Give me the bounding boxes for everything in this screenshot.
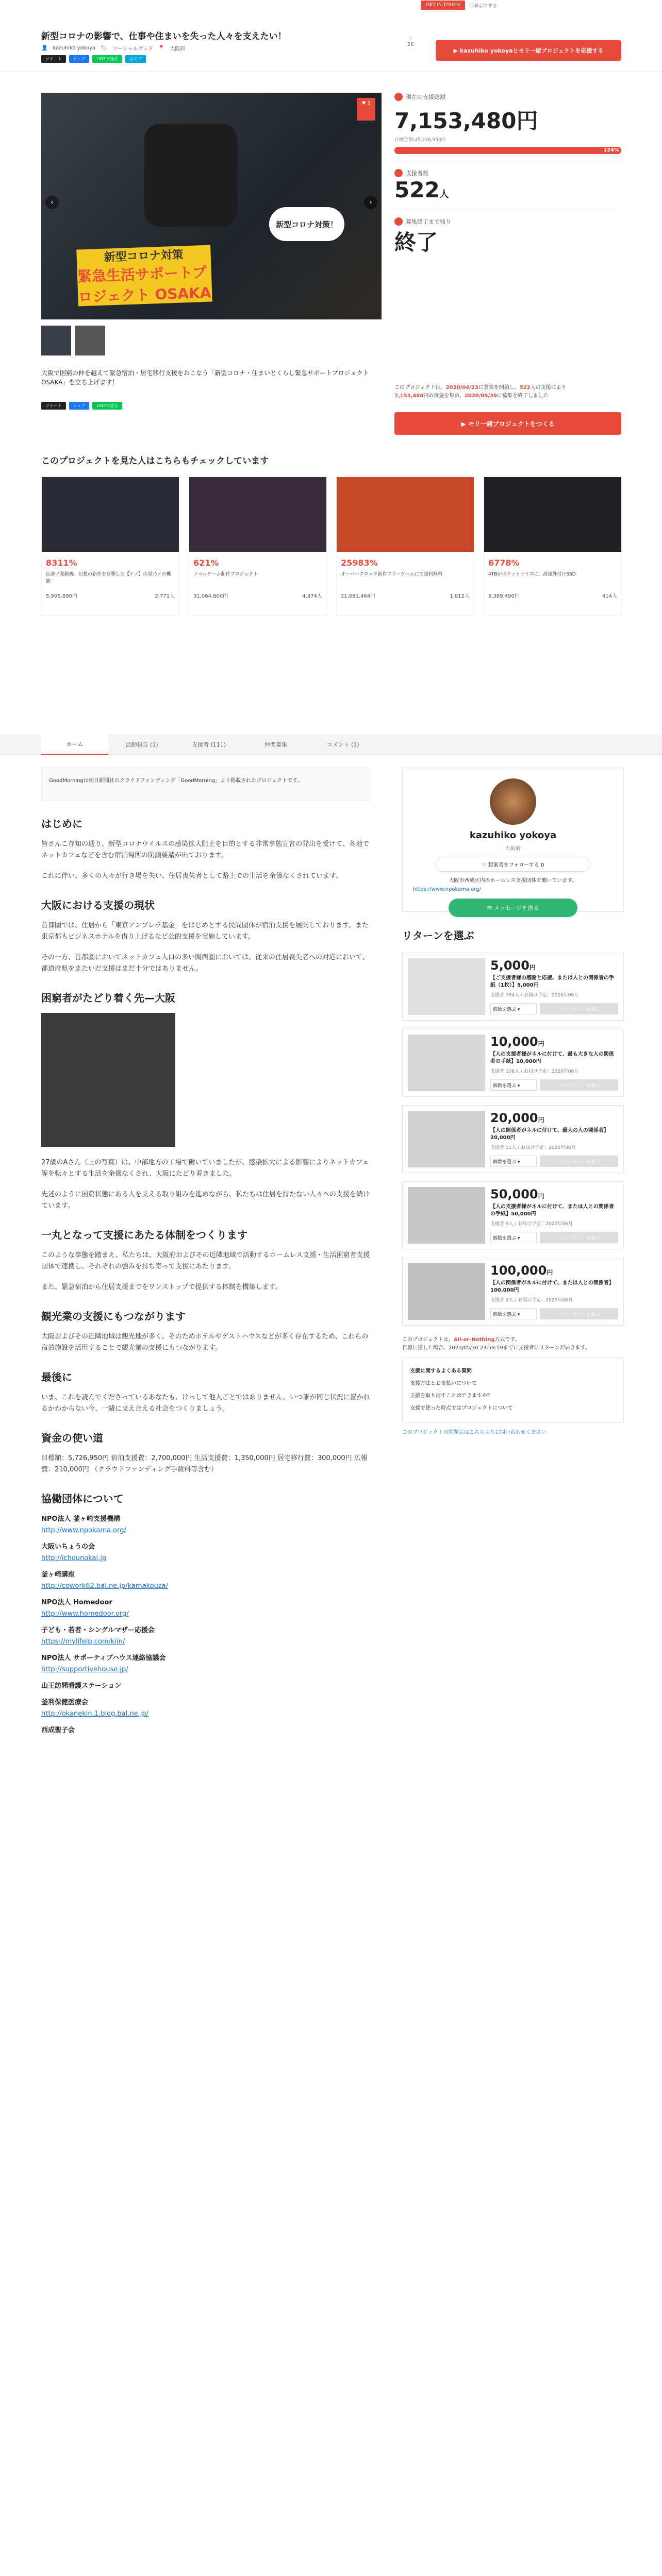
- faq-list: [402, 1358, 624, 1422]
- return-title: 【人の支援者様がネルに付けて、最も大きな人の関係者の手紙】10,000円: [490, 1052, 614, 1064]
- card-title: 伝説ノ発動機：幻想の新作を目撃した【ナノ】の星乃ノの機能: [46, 572, 171, 584]
- top-notice-bar: [0, 0, 662, 10]
- owner-card: [402, 768, 624, 912]
- backers-label: 支援者数: [394, 169, 621, 177]
- paragraph: いま、これを読んでくださっているあなたも、けっして他人ごとではありません。いつ誰が同じ状況に置かれるかわからない今、一緒に支え合える社会をつくりましょう。: [41, 1394, 370, 1413]
- location-link[interactable]: 大阪府: [170, 46, 186, 52]
- paragraph: 先述のように困窮状態にある人を支える取り組みを進めながら、私たちは住居を持たない人々への支援を続けています。: [41, 1191, 370, 1210]
- return-item: [402, 1029, 624, 1097]
- remaining-label: 募集終了まで残り: [394, 217, 621, 226]
- card-title: 4TBがポケットサイズに、高速外付けSSD: [488, 572, 576, 577]
- org-link[interactable]: http://www.npokama.org/: [41, 1527, 126, 1534]
- return-image: [408, 958, 485, 1015]
- tab-recruit[interactable]: 仲間募集: [264, 741, 287, 748]
- facebook-share-button[interactable]: シェア: [69, 402, 90, 410]
- hide-notice-link[interactable]: 非表示にする: [469, 3, 497, 9]
- quantity-select[interactable]: 個数を選ぶ ▾: [490, 1079, 537, 1091]
- card-amount: 21,681,464円: [341, 594, 376, 599]
- related-heading: このプロジェクトを見た人はこちらもチェックしています: [41, 456, 269, 466]
- faq-item[interactable]: 支援で使った時点ではプロジェクトについて: [410, 1405, 513, 1411]
- return-item: [402, 1181, 624, 1249]
- progress-fill: [394, 147, 621, 154]
- return-title: 【人の関係者がネルに付けて、最大の人の関係者】20,000円: [490, 1128, 609, 1141]
- project-tabs-bar: [0, 734, 662, 755]
- funding-stats: [394, 93, 621, 257]
- thumbnail[interactable]: [75, 326, 105, 355]
- card-percent: 8311%: [46, 558, 77, 568]
- heart-icon: ♡: [408, 36, 413, 42]
- return-title: 【人の関係者がネルに付けて、または人との関係者】100,000円: [490, 1280, 614, 1293]
- owner-website-link[interactable]: https://www.npokama.org/: [413, 887, 482, 892]
- return-meta: 支援者 106人 / お届け予定：2020年06月: [490, 1069, 579, 1074]
- related-project-card[interactable]: [336, 477, 474, 616]
- paragraph: これに伴い、多くの人々が行き場を失い、住居喪失者として路上での生活を余儀なくされています。: [41, 872, 342, 880]
- card-title: オーバークロック新作フリーゲームにて送料無料: [341, 572, 443, 577]
- quantity-select[interactable]: 個数を選ぶ ▾: [490, 1156, 537, 1167]
- tab-comments[interactable]: コメント (1): [326, 741, 359, 748]
- paragraph: 27歳のAさん（上の写真）は、中部地方の工場で働いていましたが、感染拡大による影響によりネットカフェ等を転々とする生活を余儀なくされ、大阪にたどり着きました。: [41, 1159, 369, 1178]
- org-name: 大阪いちょうの会: [41, 1543, 95, 1551]
- progress-bar: [394, 147, 621, 154]
- paragraph: 首都圏では、住居から「東京アンブレラ基金」をはじめとする民間団体が宿泊支援を展開しております。また東京都もビジネスホテルを借り上げるなど公的支援を実施しています。: [41, 922, 369, 941]
- favorite-counter[interactable]: [407, 36, 414, 47]
- project-title: 新型コロナの影響で、仕事や住まいを失った人々を支えたい！: [41, 31, 287, 42]
- backers-count: 522人: [394, 177, 449, 202]
- owner-location: 大阪府: [505, 846, 521, 852]
- related-project-card[interactable]: [189, 477, 327, 616]
- tag-icon: 🏷: [101, 45, 107, 51]
- related-project-card[interactable]: [484, 477, 622, 616]
- return-price: 10,000円: [490, 1035, 544, 1049]
- org-link[interactable]: http://ichounokai.jp: [41, 1554, 107, 1562]
- return-meta: 支援者 2人 / お届け予定：2020年06月: [490, 1298, 573, 1303]
- goal-amount: 目標金額は5,726,950円: [394, 138, 446, 143]
- return-price: 5,000円: [490, 958, 536, 973]
- card-backers: 1,812人: [450, 594, 470, 599]
- section-heading: はじめに: [41, 818, 82, 830]
- org-link[interactable]: http://okanekin.1.blog.bal.ne.jp/: [41, 1710, 148, 1718]
- report-problem-link[interactable]: このプロジェクトの問題点はこちらよりお問い合わせください: [402, 1430, 547, 1435]
- select-return-button[interactable]: このリターンを選ぶ: [540, 1308, 618, 1319]
- location-pin-icon: 📍: [158, 45, 165, 51]
- paragraph: その一方、首都圏においてネットカフェ人口の多い関西圏においては、従来の住居喪失者への対応において、都道府県をまたいだ支援はまだ十分ではありません。: [41, 954, 369, 973]
- owner-name[interactable]: kazuhiko yokoya: [469, 830, 557, 841]
- card-percent: 621%: [193, 558, 219, 568]
- amount-label: 現在の支援総額: [394, 93, 621, 101]
- faq-heading: 支援に関するよくある質問: [410, 1368, 472, 1374]
- card-image: [484, 477, 621, 552]
- article-photo: [41, 1013, 175, 1147]
- org-link[interactable]: http://www.homedoor.org/: [41, 1610, 129, 1618]
- org-list: [41, 1514, 371, 1736]
- faq-item[interactable]: 支援方法とお支払いについて: [410, 1381, 477, 1386]
- card-amount: 31,064,800円: [193, 594, 228, 599]
- hero-sign-line2: 緊急生活サポートプロジェクト OSAKA: [77, 263, 211, 306]
- org-name: 釜ヶ崎講座: [41, 1571, 75, 1579]
- project-period-info: このプロジェクトは、2020/04/23に募集を開始し、522人の支援により 7,153,480円の資金を集め、2020/05/30に募集を終了しました: [394, 385, 567, 399]
- quantity-select[interactable]: 個数を選ぶ ▾: [490, 1308, 537, 1319]
- select-return-button[interactable]: このリターンを選ぶ: [540, 1079, 618, 1091]
- hero-favorite-badge[interactable]: ♥ 2: [357, 98, 375, 121]
- paragraph: また、緊急宿泊から住居支援までをワンストップで提供する体制を構築します。: [41, 1283, 282, 1291]
- select-return-button[interactable]: このリターンを選ぶ: [540, 1156, 618, 1167]
- faq-item[interactable]: 支援を取り消すことはできますか？: [410, 1393, 492, 1399]
- goodmorning-banner: GoodMorningは朝日新聞社のクラウドファンディング「GoodMorning」より掲載されたプロジェクトです。: [41, 768, 371, 801]
- money-icon: [394, 93, 403, 101]
- favorite-count: 26: [407, 42, 414, 47]
- section-heading: 観光業の支援にもつながります: [41, 1310, 186, 1323]
- quantity-select[interactable]: 個数を選ぶ ▾: [490, 1232, 537, 1243]
- project-header: [0, 10, 662, 72]
- hero-speech-bubble: 新型コロナ対策！: [268, 206, 345, 242]
- get-in-touch-button[interactable]: GET IN TOUCH: [421, 1, 465, 10]
- section-heading: 資金の使い道: [41, 1432, 103, 1444]
- org-name: 西成聖子会: [41, 1726, 75, 1734]
- org-name: 釜利保健医療会: [41, 1699, 89, 1706]
- carousel-next-icon[interactable]: ›: [364, 196, 377, 209]
- project-summary: 大阪で困窮の仲を越えて緊急宿泊・居宅移行支援をおこなう「新型コロナ・住まいとくらし緊急サポートプロジェクトOSAKA」を立ち上げます！: [41, 369, 369, 386]
- card-backers: 2,771人: [155, 594, 175, 599]
- category-link[interactable]: ソーシャルグッド: [112, 46, 153, 52]
- clock-icon: [394, 217, 403, 226]
- paragraph: 皆さんこ存知の通り、新型コロナウイルスの感染拡大阻止を目的とする非常事態宣言の発出を受けて、各地でネットカフェなどを含む宿泊場所の閉鎖要請が出ております。: [41, 840, 369, 859]
- card-image: [42, 477, 179, 552]
- related-projects: [41, 453, 624, 616]
- select-return-button[interactable]: このリターンを選ぶ: [540, 1003, 618, 1014]
- line-share-button[interactable]: LINEで送る: [92, 55, 122, 63]
- card-percent: 6778%: [488, 558, 520, 568]
- hatena-bookmark-button[interactable]: はてブ: [125, 55, 146, 63]
- section-heading: 一丸となって支援にあたる体制をつくります: [41, 1229, 247, 1241]
- hero-person-figure: [144, 124, 237, 227]
- org-link[interactable]: https://mylifelp.com/kiin/: [41, 1638, 125, 1646]
- return-meta: 支援者 394人 / お届け予定：2020年06月: [490, 993, 579, 998]
- project-article: [41, 768, 371, 1736]
- return-image: [408, 1111, 485, 1167]
- return-title: 【ご支援者様の感謝と応援、または人との関係者の手紙（1枚）】5,000円: [490, 975, 614, 988]
- line-share-button[interactable]: LINEで送る: [92, 402, 122, 410]
- funding-method-info: このプロジェクトは、All-or-Nothing方式です。 目標に達した場合、2020/05/30 23:59:59までに支援者にリターンが届きます。: [402, 1337, 590, 1351]
- org-link[interactable]: http://cowork62.bal.ne.jp/kamakouza/: [41, 1582, 168, 1590]
- tab-home[interactable]: ホーム: [41, 734, 108, 755]
- return-item: [402, 1105, 624, 1173]
- return-price: 50,000円: [490, 1187, 544, 1201]
- return-item: [402, 1258, 624, 1326]
- card-image: [189, 477, 326, 552]
- return-price: 100,000円: [490, 1263, 553, 1278]
- tab-activity[interactable]: 活動報告 (1): [125, 741, 158, 748]
- amount-value: 7,153,480円: [394, 108, 538, 133]
- paragraph: このような事態を踏まえ、私たちは、大阪府およびその近隣地域で活動するホームレス支援・生活困窮者支援団体で連携し、それぞれの強みを持ち寄って支援にあたります。: [41, 1251, 370, 1270]
- org-link[interactable]: http://supportivehouse.jp/: [41, 1666, 128, 1673]
- sidebar: [402, 768, 624, 1435]
- card-backers: 4,874人: [302, 594, 322, 599]
- hero-image: [41, 93, 382, 319]
- org-name: NPO法人 サポーティブハウス連絡協議会: [41, 1654, 166, 1662]
- org-name: 子ども・若者・シングルマザー応援会: [41, 1626, 155, 1634]
- create-project-button[interactable]: ▶ モリ一緒プロジェクトをつくる: [394, 412, 621, 435]
- summary-share-row: [41, 402, 122, 410]
- section-heading: 困窮者がたどり着く先—大阪: [41, 992, 175, 1004]
- section-heading: 大阪における支援の現状: [41, 899, 155, 911]
- section-heading: 協働団体について: [41, 1493, 124, 1505]
- send-message-button[interactable]: ✉ メッセージを送る: [449, 899, 577, 917]
- quantity-select[interactable]: 個数を選ぶ ▾: [490, 1003, 537, 1014]
- return-price: 20,000円: [490, 1111, 544, 1125]
- org-name: NPO法人 釜ヶ崎支援機構: [41, 1515, 120, 1523]
- owner-description: 大阪市西成区内のホームレス支援団体で働いています。: [449, 878, 577, 884]
- avatar[interactable]: [490, 778, 536, 825]
- return-image: [408, 1035, 485, 1091]
- return-title: 【人の支援者様がネルに付けて、または人との関係者の手紙】50,000円: [490, 1204, 614, 1217]
- remaining-value: 終了: [394, 230, 438, 255]
- card-backers: 414人: [602, 594, 617, 599]
- owner-name[interactable]: kazuhiko yokoya: [53, 45, 96, 51]
- related-project-card[interactable]: [41, 477, 179, 616]
- card-amount: 5,995,890円: [46, 594, 77, 599]
- paragraph: 大阪およびその近隣地域は観光地が多く、そのためホテルやゲストハウスなどが多く存在するため、これらの宿泊施設を活用することで観光業の支援にもつながります。: [41, 1333, 369, 1352]
- carousel-thumbnails: [41, 326, 105, 355]
- facebook-share-button[interactable]: シェア: [69, 55, 90, 63]
- hero-sign-line1: 新型コロナ対策: [104, 248, 184, 264]
- return-meta: 支援者 9人 / お届け予定：2020年06月: [490, 1222, 573, 1227]
- progress-percent: 124%: [603, 147, 619, 153]
- user-icon: 👤: [41, 45, 48, 51]
- card-percent: 25983%: [341, 558, 378, 568]
- section-heading: 最後に: [41, 1371, 72, 1383]
- follow-button[interactable]: ♡ 起案者をフォローする 0: [436, 857, 590, 872]
- return-item: [402, 953, 624, 1021]
- return-image: [408, 1263, 485, 1320]
- return-meta: 支援者 11人 / お届け予定：2020年06月: [490, 1145, 576, 1150]
- returns-heading: リターンを選ぶ: [402, 929, 474, 942]
- select-return-button[interactable]: このリターンを選ぶ: [540, 1232, 618, 1243]
- thumbnail[interactable]: [41, 326, 71, 355]
- return-image: [408, 1187, 485, 1244]
- card-image: [337, 477, 474, 552]
- tab-backers[interactable]: 支援者 (111): [191, 741, 226, 748]
- carousel-prev-icon[interactable]: ‹: [45, 196, 59, 209]
- org-name: 山王訪問看護ステーション: [41, 1682, 122, 1690]
- hero-sign: [76, 245, 212, 306]
- tweet-button[interactable]: ツイート: [41, 55, 66, 63]
- org-name: NPO法人 Homedoor: [41, 1599, 112, 1606]
- tweet-button[interactable]: ツイート: [41, 402, 66, 410]
- paragraph: 目標額：5,726,950円 宿泊支援費：2,700,000円 生活支援費：1,350,000円 居宅移行費：300,000円 広報費：210,000円 （クラウドファンディング手数料等含む）: [41, 1454, 368, 1473]
- people-icon: [394, 169, 403, 177]
- card-title: ノベルゲーム制作プロジェクト: [193, 572, 258, 577]
- header-support-button[interactable]: ▶ kazuhiko yokoyaとモリ一緒プロジェクトを応援する: [436, 40, 621, 61]
- card-amount: 5,389,490円: [488, 594, 520, 599]
